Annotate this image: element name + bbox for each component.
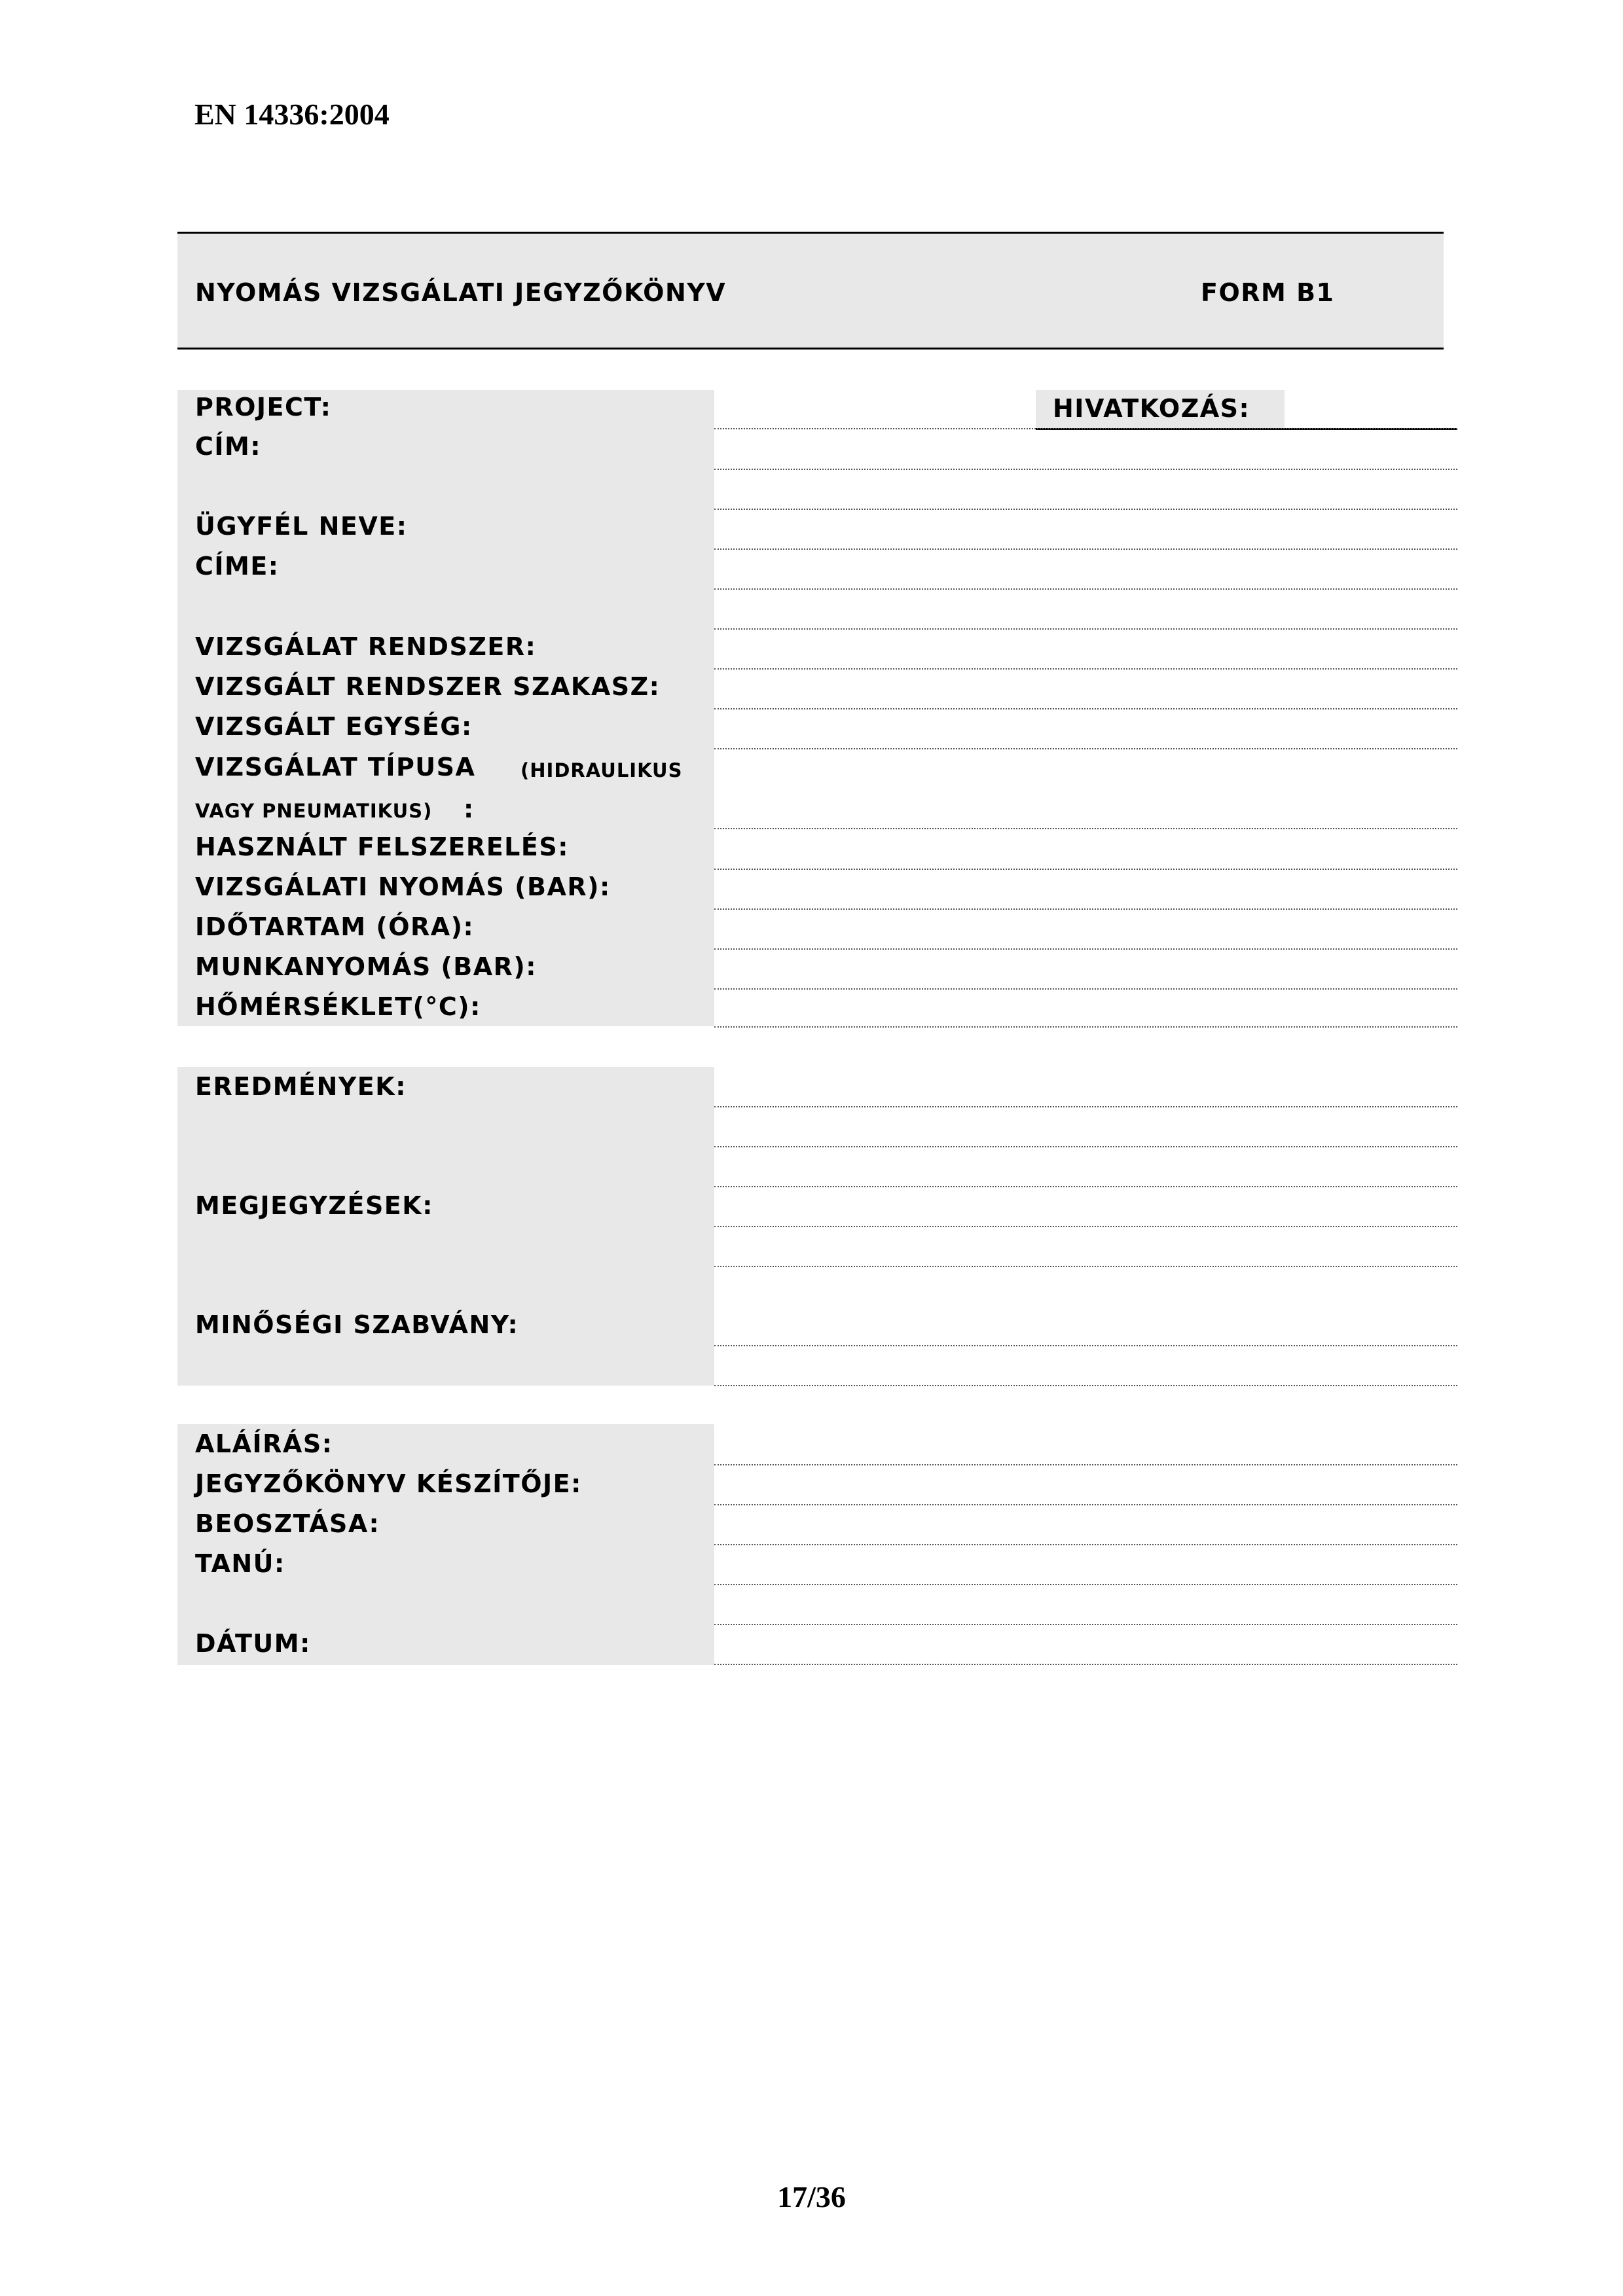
field-line[interactable] bbox=[714, 1504, 1457, 1505]
label-vizsgalat-tipusa: VIZSGÁLAT TÍPUSA bbox=[195, 753, 476, 781]
label-homerseklet: HŐMÉRSÉKLET(°C): bbox=[195, 992, 481, 1021]
field-line[interactable] bbox=[714, 828, 1457, 829]
label-datum: DÁTUM: bbox=[195, 1629, 311, 1658]
form-number: FORM B1 bbox=[1201, 278, 1335, 307]
label-cim: CÍM: bbox=[195, 432, 262, 461]
field-line[interactable] bbox=[714, 588, 1457, 590]
label-cime: CÍME: bbox=[195, 552, 280, 581]
form-title-band bbox=[177, 232, 1444, 350]
label-ugyfel-neve: ÜGYFÉL NEVE: bbox=[195, 512, 408, 541]
label-vizsgalat-rendszer: VIZSGÁLAT RENDSZER: bbox=[195, 632, 537, 661]
label-project: PROJECT: bbox=[195, 393, 332, 422]
label-eredmenyek: EREDMÉNYEK: bbox=[195, 1072, 407, 1101]
field-line[interactable] bbox=[714, 1186, 1457, 1187]
field-line[interactable] bbox=[714, 509, 1457, 510]
field-line[interactable] bbox=[714, 1266, 1457, 1267]
field-line[interactable] bbox=[714, 1584, 1457, 1585]
label-vizsgalat-tipusa-note2: VAGY PNEUMATIKUS) bbox=[195, 800, 433, 822]
field-line[interactable] bbox=[714, 1345, 1457, 1346]
label-vizsgalt-rendszer-szakasz: VIZSGÁLT RENDSZER SZAKASZ: bbox=[195, 672, 661, 701]
page-number: 17/36 bbox=[777, 2180, 846, 2214]
field-line[interactable] bbox=[714, 1106, 1457, 1107]
reference-label: HIVATKOZÁS: bbox=[1053, 394, 1250, 423]
label-minosegi-szabvany: MINŐSÉGI SZABVÁNY: bbox=[195, 1310, 519, 1339]
field-line[interactable] bbox=[714, 668, 1457, 670]
field-line[interactable] bbox=[714, 1226, 1457, 1227]
field-line[interactable] bbox=[714, 548, 1457, 550]
field-line[interactable] bbox=[714, 1624, 1457, 1625]
label-idotartam: IDŐTARTAM (ÓRA): bbox=[195, 912, 475, 941]
field-line[interactable] bbox=[714, 469, 1457, 470]
label-vizsgalat-tipusa-note1: (HIDRAULIKUS bbox=[520, 759, 683, 781]
field-line[interactable] bbox=[714, 1146, 1457, 1147]
standard-header: EN 14336:2004 bbox=[194, 98, 390, 131]
field-line[interactable] bbox=[714, 948, 1457, 950]
label-hasznalt-felszereles: HASZNÁLT FELSZERELÉS: bbox=[195, 833, 569, 861]
field-line[interactable] bbox=[714, 1544, 1457, 1545]
field-line[interactable] bbox=[714, 1464, 1457, 1465]
label-beosztasa: BEOSZTÁSA: bbox=[195, 1509, 380, 1538]
label-vizsgalat-tipusa-colon: : bbox=[464, 795, 475, 823]
label-munkanyomas: MUNKANYOMÁS (BAR): bbox=[195, 952, 537, 981]
field-line[interactable] bbox=[714, 428, 1457, 429]
reference-box bbox=[1036, 390, 1285, 428]
field-line[interactable] bbox=[714, 1664, 1457, 1665]
field-line[interactable] bbox=[714, 869, 1457, 870]
label-vizsgalt-egyseg: VIZSGÁLT EGYSÉG: bbox=[195, 712, 473, 741]
label-vizsgalati-nyomas: VIZSGÁLATI NYOMÁS (BAR): bbox=[195, 872, 611, 901]
field-line[interactable] bbox=[714, 988, 1457, 990]
field-line[interactable] bbox=[714, 1026, 1457, 1028]
label-megjegyzesek: MEGJEGYZÉSEK: bbox=[195, 1191, 433, 1220]
label-tanu: TANÚ: bbox=[195, 1549, 285, 1578]
field-line[interactable] bbox=[714, 748, 1457, 749]
label-alairas: ALÁÍRÁS: bbox=[195, 1429, 333, 1458]
label-jegyzokonyv-keszitoje: JEGYZŐKÖNYV KÉSZÍTŐJE: bbox=[195, 1469, 582, 1498]
form-title: NYOMÁS VIZSGÁLATI JEGYZŐKÖNYV bbox=[195, 278, 727, 307]
field-line[interactable] bbox=[714, 708, 1457, 709]
field-line[interactable] bbox=[714, 1385, 1457, 1386]
field-line[interactable] bbox=[714, 908, 1457, 910]
field-line[interactable] bbox=[714, 628, 1457, 630]
